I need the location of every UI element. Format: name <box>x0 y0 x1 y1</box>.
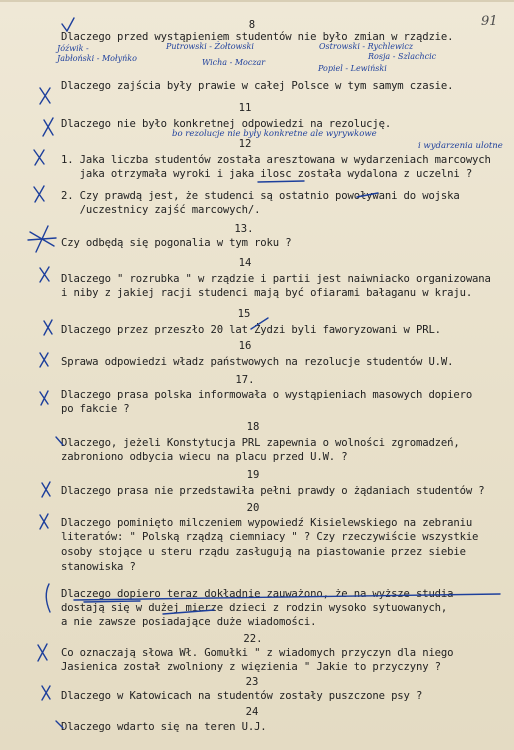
handwritten-page-number: 91 <box>481 14 498 29</box>
question-line: osoby stojące u steru rządu zasługują na piastowanie przez siebie <box>61 546 466 558</box>
question-line: stanowiska ? <box>61 561 136 573</box>
question-line: po fakcie ? <box>61 403 130 415</box>
question-line: zabroniono odbycia wiecu na placu przed U.W. ? <box>61 451 348 463</box>
x-mark-icon <box>38 644 47 661</box>
x-mark-icon <box>34 150 44 165</box>
question-line: Dlaczego przed wystąpieniem studentów nie było zmian w rządzie. <box>61 31 454 43</box>
handwritten-note: Jabłoński - Mołyńko <box>57 54 137 63</box>
question-line: literatów: " Polską rządzą ciemniacy " ? Czy rzeczywiście wszystkie <box>61 531 479 543</box>
x-mark-icon <box>42 482 50 497</box>
question-line: Czy odbędą się pogonalia w tym roku ? <box>61 237 292 249</box>
question-number: 12 <box>238 138 252 150</box>
x-mark-icon <box>40 514 48 529</box>
question-line: dostają się w dużej mierze dzieci z rodzin wysoko sytuowanych, <box>61 602 448 614</box>
handwritten-note: Ostrowski - Rychlewicz <box>319 42 414 51</box>
handwritten-note: Rosja - Szlachcic <box>368 52 437 61</box>
question-number: 18 <box>246 421 260 433</box>
question-number: 13. <box>234 223 254 235</box>
question-number: 17. <box>235 374 255 386</box>
question-line: Dlaczego prasa nie przedstawiła pełni prawdy o żądaniach studentów ? <box>61 485 485 497</box>
question-line: i niby z jakiej racji studenci mają być ofiarami bałaganu w kraju. <box>61 287 473 299</box>
question-line: Dlaczego w Katowicach na studentów zostały puszczone psy ? <box>61 690 423 702</box>
question-line: Dlaczego prasa polska informowała o wystąpieniach masowych dopiero <box>61 389 473 401</box>
question-number: 19 <box>246 469 260 481</box>
handwritten-note: Popiel - Lewiński <box>318 64 387 73</box>
x-mark-icon <box>40 391 48 405</box>
x-mark-icon <box>42 686 50 700</box>
question-line: Dlaczego przez przeszło 20 lat Żydzi byli faworyzowani w PRL. <box>61 324 441 336</box>
question-line: /uczestnicy zajść marcowych/. <box>61 204 261 216</box>
question-number: 22. <box>243 633 263 645</box>
question-line: Dlaczego, jeżeli Konstytucja PRL zapewnia o wolności zgromadzeń, <box>61 437 460 449</box>
question-number: 15 <box>237 308 251 320</box>
bracket-mark-icon <box>46 584 50 612</box>
handwritten-note: bo rezolucje nie były konkretne ale wyrywkowe <box>172 129 377 139</box>
question-line: Dlaczego wdarto się na teren U.J. <box>61 721 267 733</box>
question-line: 2. Czy prawdą jest, że studenci są ostatnio powoływani do wojska <box>61 190 460 202</box>
question-number: 20 <box>246 502 260 514</box>
question-line: Jasienica został zwolniony z więzienia " Jakie to przyczyny ? <box>61 661 441 673</box>
question-number: 24 <box>245 706 259 718</box>
question-line: Dlaczego zajścia były prawie w całej Polsce w tym samym czasie. <box>61 80 454 92</box>
x-mark-icon <box>28 226 56 252</box>
handwritten-note: Wicha - Moczar <box>202 58 266 67</box>
x-mark-icon <box>43 118 53 136</box>
question-line: Dlaczego " rozrubka " w rządzie i partii jest naiwniacko organizowana <box>61 273 491 285</box>
question-number: 11 <box>238 102 252 114</box>
question-line: 1. Jaka liczba studentów została aresztowana w wydarzeniach marcowych <box>61 154 491 166</box>
question-number: 8 <box>248 19 256 31</box>
question-number: 14 <box>238 257 252 269</box>
question-line: Sprawa odpowiedzi władz państwowych na rezolucje studentów U.W. <box>61 356 454 368</box>
question-number: 16 <box>238 340 252 352</box>
question-line: Dlaczego dopiero teraz dokładnie zauważono, że na wyższe studia <box>61 588 454 600</box>
handwritten-note: Jóźwik - <box>57 44 89 53</box>
question-line: Dlaczego pominięto milczeniem wypowiedź Kisielewskiego na zebraniu <box>61 517 473 529</box>
x-mark-icon <box>40 88 50 104</box>
question-number: 23 <box>245 676 259 688</box>
x-mark-icon <box>44 320 52 335</box>
x-mark-icon <box>34 186 44 202</box>
underline-mark <box>258 181 304 182</box>
question-line: a nie zawsze posiadające duże wiadomości. <box>61 616 317 628</box>
check-mark-icon <box>62 18 74 31</box>
x-mark-icon <box>40 353 48 367</box>
handwritten-note: i wydarzenia ulotne <box>418 141 503 151</box>
question-line: jaka otrzymała wyroki i jaka ilosc została wydalona z uczelni ? <box>61 168 473 180</box>
x-mark-icon <box>40 267 49 282</box>
question-line: Dlaczego nie było konkretnej odpowiedzi na rezolucję. <box>61 118 392 130</box>
question-line: Co oznaczają słowa Wł. Gomułki " z wiadomych przyczyn dla niego <box>61 647 454 659</box>
handwritten-note: Putrowski - Żołtowski <box>166 42 254 51</box>
